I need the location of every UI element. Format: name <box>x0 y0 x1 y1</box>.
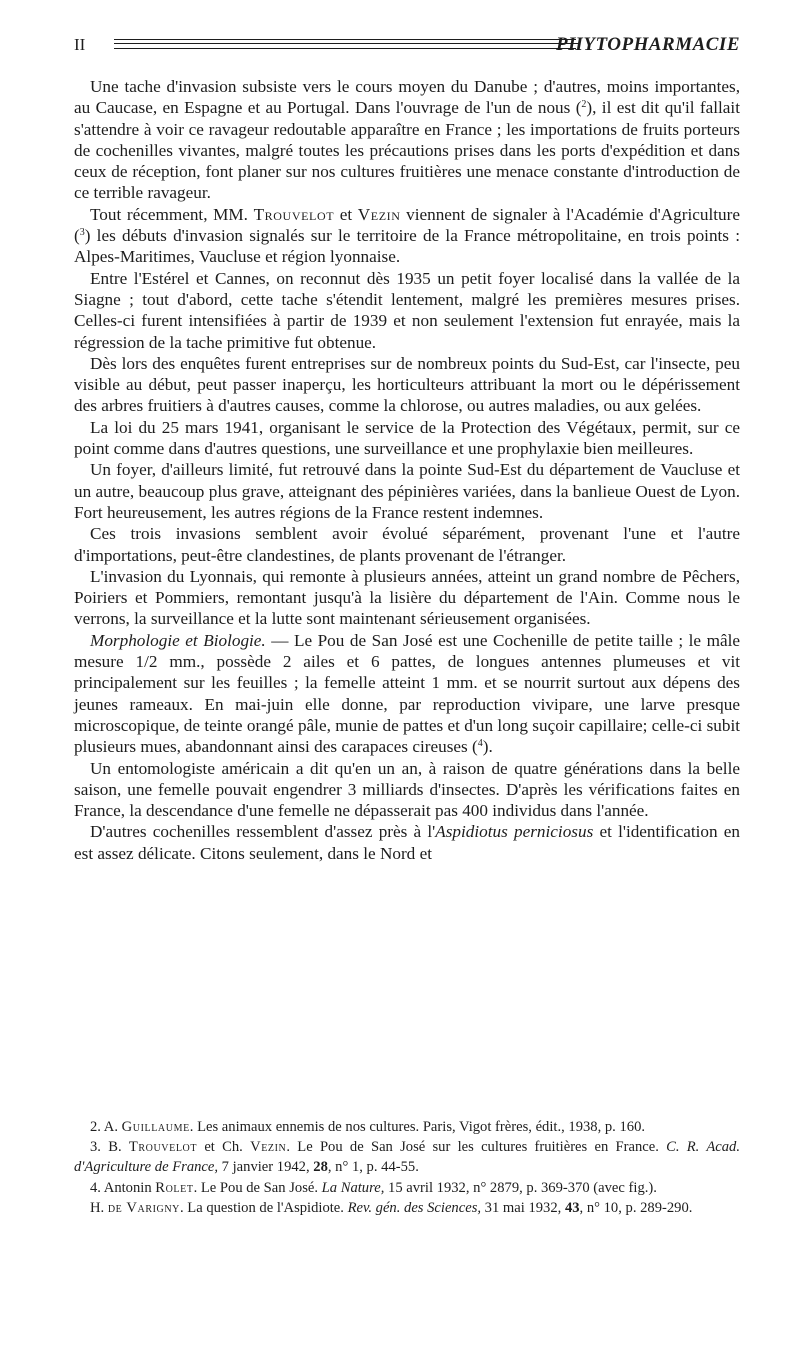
page-header <box>74 34 740 58</box>
footnote-ref: 2 <box>581 99 587 111</box>
page-number: II <box>74 35 86 54</box>
section-heading: Morphologie et Biologie. <box>90 630 266 650</box>
header-rule <box>114 39 576 49</box>
footnote-ref: 3 <box>79 227 85 239</box>
paragraph-2: Tout récemment, MM. Trouvelot et Vezin viennent de signaler à l'Académie d'Agriculture ($^3$) les débuts d'invasion signalés sur le territoire de la France métropolitaine, en trois points : Alpes-Maritimes, Vaucluse et région lyonnaise. <box>74 204 740 267</box>
paragraph-5: La loi du 25 mars 1941, organisant le service de la Protection des Végétaux, permit, sur ce point comme dans d'autres questions, une surveillance et une prophylaxie bien meilleures. <box>74 417 740 459</box>
paragraph-11: D'autres cochenilles ressemblent d'assez près à l'Aspidiotus perniciosus et l'identification en est assez délicate. Citons seulement, dans le Nord et <box>74 822 740 863</box>
running-title: PHYTOPHARMACIE <box>555 34 740 55</box>
author-name: Trouvelot <box>253 204 335 224</box>
footnote-3: 3. B. Trouvelot et Ch. Vezin. Le Pou de San José sur les cultures fruitières en France. C. R. Acad. d'Agriculture de France, 7 janvier 1942, 28, n° 1, p. 44-55. <box>74 1139 740 1176</box>
species-name: Aspidiotus perniciosus <box>435 822 594 842</box>
paragraph-9: Morphologie et Biologie. — Le Pou de San José est une Cochenille de petite taille ; le mâle mesure 1/2 mm., possède 2 ailes et 6 pattes, de longues antennes plumeuses et vit principalement sur les feuilles ; la femelle atteint 1 mm. et se nourrit surtout aux dépens des jeunes rameaux. En mai-juin elle donne, par reproduction vivipare, une larve presque microscopique, de teinte orangé pâle, munie de pattes et d'un long suçoir capillaire; celle-ci subit plusieurs mues, abandonnant ainsi des carapaces cireuses ($^4$). <box>74 630 740 757</box>
paragraph-8: L'invasion du Lyonnais, qui remonte à plusieurs années, atteint un grand nombre de Pêchers, Poiriers et Pommiers, remontant jusqu'à la lisière du département de l'Ain. Comme nous le verrons, la surveillance et la lutte sont maintenant sérieusement organisées. <box>74 566 740 629</box>
footnote-4: 4. Antonin Rolet. Le Pou de San José. La Nature, 15 avril 1932, n° 2879, p. 369-370 (avec fig.). <box>90 1179 657 1196</box>
footnotes <box>74 1117 740 1218</box>
footnote-4b: H. de Varigny. La question de l'Aspidiote. Rev. gén. des Sciences, 31 mai 1932, 43, n° 10, p. 289-290. <box>90 1199 693 1216</box>
paragraph-10: Un entomologiste américain a dit qu'en un an, à raison de quatre générations dans la belle saison, une femelle pouvait engendrer 3 milliards d'insectes. D'après les vérifications faites en France, la descendance d'une femelle ne dépasserait pas 400 individus dans l'année. <box>74 758 740 821</box>
paragraph-6: Un foyer, d'ailleurs limité, fut retrouvé dans la pointe Sud-Est du département de Vaucluse et un autre, beaucoup plus grave, atteignant des pépinières variées, dans la banlieue Ouest de Lyon. Fort heureusement, les autres régions de la France restent indemnes. <box>74 460 740 522</box>
footnote-ref: 4 <box>477 738 483 750</box>
author-name: Vezin <box>357 204 401 224</box>
paragraph-1: Une tache d'invasion subsiste vers le cours moyen du Danube ; d'autres, moins importantes, au Caucase, en Espagne et au Portugal. Dans l'ouvrage de l'un de nous ($^2$), il est dit qu'il fallait s'attendre à voir ce ravageur redoutable apparaître en France ; les importations de fruits porteurs de cochenilles vivantes, malgré toutes les précautions prises dans les ports d'expédition et dans ceux de réception, font planer sur nos cultures fruitières une menace constante d'introduction de ce terrible ravageur. <box>74 77 740 203</box>
body-text <box>74 76 740 864</box>
paragraph-3: Entre l'Estérel et Cannes, on reconnut dès 1935 un petit foyer localisé dans la vallée de la Siagne ; tout d'abord, cette tache s'étendit lentement, malgré les premières mesures prises. Celles-ci furent intensifiées à partir de 1939 et non seulement l'extension fut enrayée, mais la régression de la tache primitive fut obtenue. <box>74 268 740 352</box>
footnote-2: 2. A. Guillaume. Les animaux ennemis de nos cultures. Paris, Vigot frères, édit., 1938, p. 160. <box>90 1119 646 1135</box>
paragraph-7: Ces trois invasions semblent avoir évolué séparément, provenant l'une et l'autre d'importations, peut-être clandestines, de plants provenant de l'étranger. <box>74 524 740 565</box>
paragraph-4: Dès lors des enquêtes furent entreprises sur de nombreux points du Sud-Est, car l'insecte, peu visible au début, peut passer inaperçu, les horticulteurs attribuant la mort ou le dépérissement des arbres fruitiers à d'autres causes, comme la chlorose, ou autres maladies, ou aux gelées. <box>74 353 740 416</box>
